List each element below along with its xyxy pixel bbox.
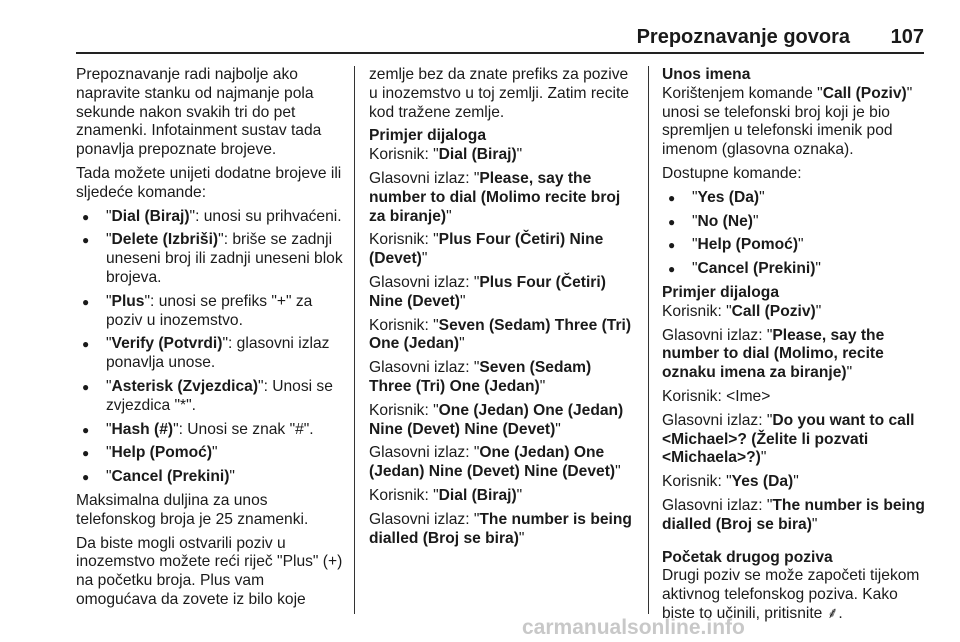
paragraph: Maksimalna duljina za unos telefonskog broja je 25 znamenki.	[76, 491, 309, 528]
list-item: ● "Cancel (Prekini)"	[662, 260, 930, 279]
command-name: Verify (Potvrdi)	[111, 335, 223, 353]
dialog-line: Glasovni izlaz: "Plus Four (Četiri) Nine (Devet)"	[369, 273, 606, 310]
speaker-label: Korisnik:	[662, 302, 722, 320]
dialog-text: One (Jedan) One (Jedan) Nine (Devet) Nine (Devet)	[369, 401, 624, 438]
dialog-text: Seven (Sedam) Three (Tri) One (Jedan)	[369, 359, 592, 395]
header-divider	[76, 52, 924, 54]
speaker-label: Glasovni izlaz:	[369, 169, 470, 187]
list-item: ● "No (Ne)"	[662, 213, 930, 232]
paragraph: Da biste mogli ostvarili poziv u inozemstvo možete reći riječ "Plus" (+) na početku broja. Plus vam omogućava da zovete iz bilo koje	[76, 534, 343, 608]
speaker-label: Korisnik:	[662, 473, 722, 491]
speaker-label: Glasovni izlaz:	[662, 496, 763, 514]
text-fragment: " unosi se telefonski broj koji je bio spremljen u telefonski imenik pod imenom (glasovna oznaka).	[662, 84, 913, 159]
list-item: ● "Cancel (Prekini)"	[76, 468, 344, 487]
command-description: : glasovni izlaz ponavlja unose.	[106, 335, 330, 372]
speaker-label: Glasovni izlaz:	[369, 444, 470, 462]
dialog-text: Call (Poziv)	[731, 302, 816, 320]
paragraph	[662, 85, 930, 160]
dialog-text: Seven (Sedam) Three (Tri) One (Jedan)	[369, 316, 632, 353]
speaker-label: Korisnik:	[369, 316, 429, 334]
text-column-2	[369, 66, 635, 553]
command-list	[662, 189, 930, 279]
dialog-text: Dial (Biraj)	[438, 486, 517, 504]
list-item: ● "Verify (Potvrdi)": glasovni izlaz ponavlja unose.	[76, 335, 344, 373]
command-name: No (Ne)	[697, 212, 753, 230]
dialog-line: Korisnik: "One (Jedan) One (Jedan) Nine (Devet) Nine (Devet)"	[369, 401, 624, 438]
text-column-3	[662, 66, 930, 629]
dialog-line: Korisnik: "Dial (Biraj)"	[369, 486, 523, 504]
speaker-label: Korisnik:	[369, 231, 429, 249]
list-item: ● "Asterisk (Zvjezdica)": Unosi se zvjezdica "*".	[76, 378, 344, 416]
dialog-text: Please, say the number to dial (Molimo, recite oznaku imena za biranje)	[662, 326, 885, 382]
list-item: ● "Delete (Izbriši)": briše se zadnji uneseni broj ili zadnji uneseni blok brojeva.	[76, 231, 344, 287]
list-item: ● "Hash (#)": Unosi se znak "#".	[76, 421, 344, 440]
column-divider	[354, 66, 355, 614]
speaker-label: Korisnik:	[369, 401, 429, 419]
speaker-label: Glasovni izlaz:	[662, 326, 763, 344]
dialog-text: Please, say the number to dial (Molimo recite broj za biranje)	[369, 169, 621, 225]
page-title: Prepoznavanje govora	[636, 26, 850, 48]
paragraph: Prepoznavanje radi najbolje ako napravite stanku od najmanje pola sekunde nakon svakih tri do pet znamenki. Infotainment sustav tada ponavlja prepoznate brojeve.	[76, 66, 322, 159]
command-description: : Unosi se zvjezdica "*".	[106, 377, 333, 414]
page-number: 107	[890, 26, 924, 48]
text-fragment: Drugi poziv se može započeti tijekom aktivnog telefonskog poziva. Kako biste to učinili, pritisnite	[662, 567, 920, 622]
command-description: : unosi su prihvaćeni.	[195, 207, 342, 225]
command-name: Asterisk (Zvjezdica)	[111, 377, 259, 395]
watermark: carmanualsonline.info	[522, 616, 745, 639]
list-item: ● "Help (Pomoć)"	[662, 236, 930, 255]
dialog-text: Do you want to call <Michael>? (Želite li pozvati <Michaela>?)	[662, 411, 915, 467]
speaker-label: Korisnik:	[369, 486, 429, 504]
section-heading: Primjer dijaloga	[662, 283, 779, 301]
paragraph: Drugi poziv se može započeti tijekom aktivnog telefonskog poziva. Kako biste to učinili, pritisnite ⸙.	[662, 567, 920, 622]
dialog-text: Dial (Biraj)	[438, 146, 517, 164]
command-name: Yes (Da)	[697, 188, 760, 206]
dialog-text: Plus Four (Četiri) Nine (Devet)	[369, 273, 606, 310]
dialog-line: Korisnik: <Ime>	[662, 387, 771, 405]
dialog-text: The number is being dialled (Broj se bira)	[369, 510, 632, 547]
text-column-1	[76, 66, 344, 615]
section-heading: Primjer dijaloga	[369, 127, 486, 145]
text-fragment: Korištenjem komande "	[662, 84, 823, 102]
paragraph: Dostupne komande:	[662, 164, 802, 182]
speaker-label: Korisnik:	[369, 146, 429, 164]
dialog-line: Korisnik: "Plus Four (Četiri) Nine (Devet)"	[369, 231, 604, 268]
column-divider	[648, 66, 649, 614]
dialog-text: Plus Four (Četiri) Nine (Devet)	[369, 231, 604, 268]
dialog-text: The number is being dialled (Broj se bira)	[662, 496, 925, 533]
speaker-label: Glasovni izlaz:	[369, 273, 470, 291]
dialog-line: Glasovni izlaz: "The number is being dialled (Broj se bira)"	[369, 510, 632, 547]
dialog-line: Korisnik: "Call (Poziv)"	[662, 302, 822, 320]
section-heading: Početak drugog poziva	[662, 548, 833, 566]
paragraph: zemlje bez da znate prefiks za pozive u inozemstvo u toj zemlji. Zatim recite kod tražene zemlje.	[369, 66, 629, 121]
command-name: Cancel (Prekini)	[697, 260, 816, 278]
page-header	[0, 0, 960, 62]
command-list	[76, 208, 344, 487]
section-heading: Unos imena	[662, 66, 751, 83]
dialog-line: Korisnik: "Seven (Sedam) Three (Tri) One (Jedan)"	[369, 316, 632, 353]
dialog-line: Korisnik: "Yes (Da)"	[662, 473, 799, 491]
command-name: Call (Poziv)	[822, 84, 907, 102]
dialog-line: Glasovni izlaz: "Do you want to call <Michael>? (Želite li pozvati <Michaela>?)"	[662, 411, 915, 467]
dialog-line: Glasovni izlaz: "Seven (Sedam) Three (Tri) One (Jedan)"	[369, 359, 592, 395]
list-item: ● "Yes (Da)"	[662, 189, 930, 208]
command-name: Delete (Izbriši)	[111, 231, 219, 249]
list-item: ● "Dial (Biraj)": unosi su prihvaćeni.	[76, 208, 344, 227]
list-item: ● "Plus": unosi se prefiks "+" za poziv u inozemstvo.	[76, 293, 344, 331]
dialog-line: Glasovni izlaz: "The number is being dialled (Broj se bira)"	[662, 496, 925, 533]
command-name: Cancel (Prekini)	[111, 468, 230, 486]
command-name: Help (Pomoć)	[111, 444, 213, 462]
speaker-label: Glasovni izlaz:	[369, 359, 470, 377]
command-description: : Unosi se znak "#".	[178, 420, 314, 438]
speaker-label: Glasovni izlaz:	[662, 411, 763, 429]
dialog-line: Glasovni izlaz: "One (Jedan) One (Jedan) Nine (Devet) Nine (Devet)"	[369, 444, 621, 481]
dialog-text: Yes (Da)	[731, 473, 794, 491]
paragraph: Tada možete unijeti dodatne brojeve ili sljedeće komande:	[76, 164, 342, 201]
command-description: : briše se zadnji uneseni broj ili zadnji uneseni blok brojeva.	[106, 231, 343, 286]
command-name: Help (Pomoć)	[697, 236, 799, 254]
phone-call-icon: ⸙	[826, 604, 839, 622]
dialog-text: One (Jedan) One (Jedan) Nine (Devet) Nine (Devet)	[369, 444, 616, 481]
dialog-line: Korisnik: "Dial (Biraj)"	[369, 146, 523, 164]
speaker-label: Glasovni izlaz:	[369, 510, 470, 528]
command-name: Dial (Biraj)	[111, 207, 190, 225]
list-item: ● "Help (Pomoć)"	[76, 444, 344, 463]
dialog-line: Glasovni izlaz: "Please, say the number to dial (Molimo, recite oznaku imena za biranje)"	[662, 326, 885, 382]
command-description: : unosi se prefiks "+" za poziv u inozemstvo.	[106, 292, 313, 329]
command-name: Plus	[111, 292, 145, 310]
dialog-line: Glasovni izlaz: "Please, say the number to dial (Molimo recite broj za biranje)"	[369, 169, 621, 225]
command-name: Hash (#)	[111, 420, 174, 438]
